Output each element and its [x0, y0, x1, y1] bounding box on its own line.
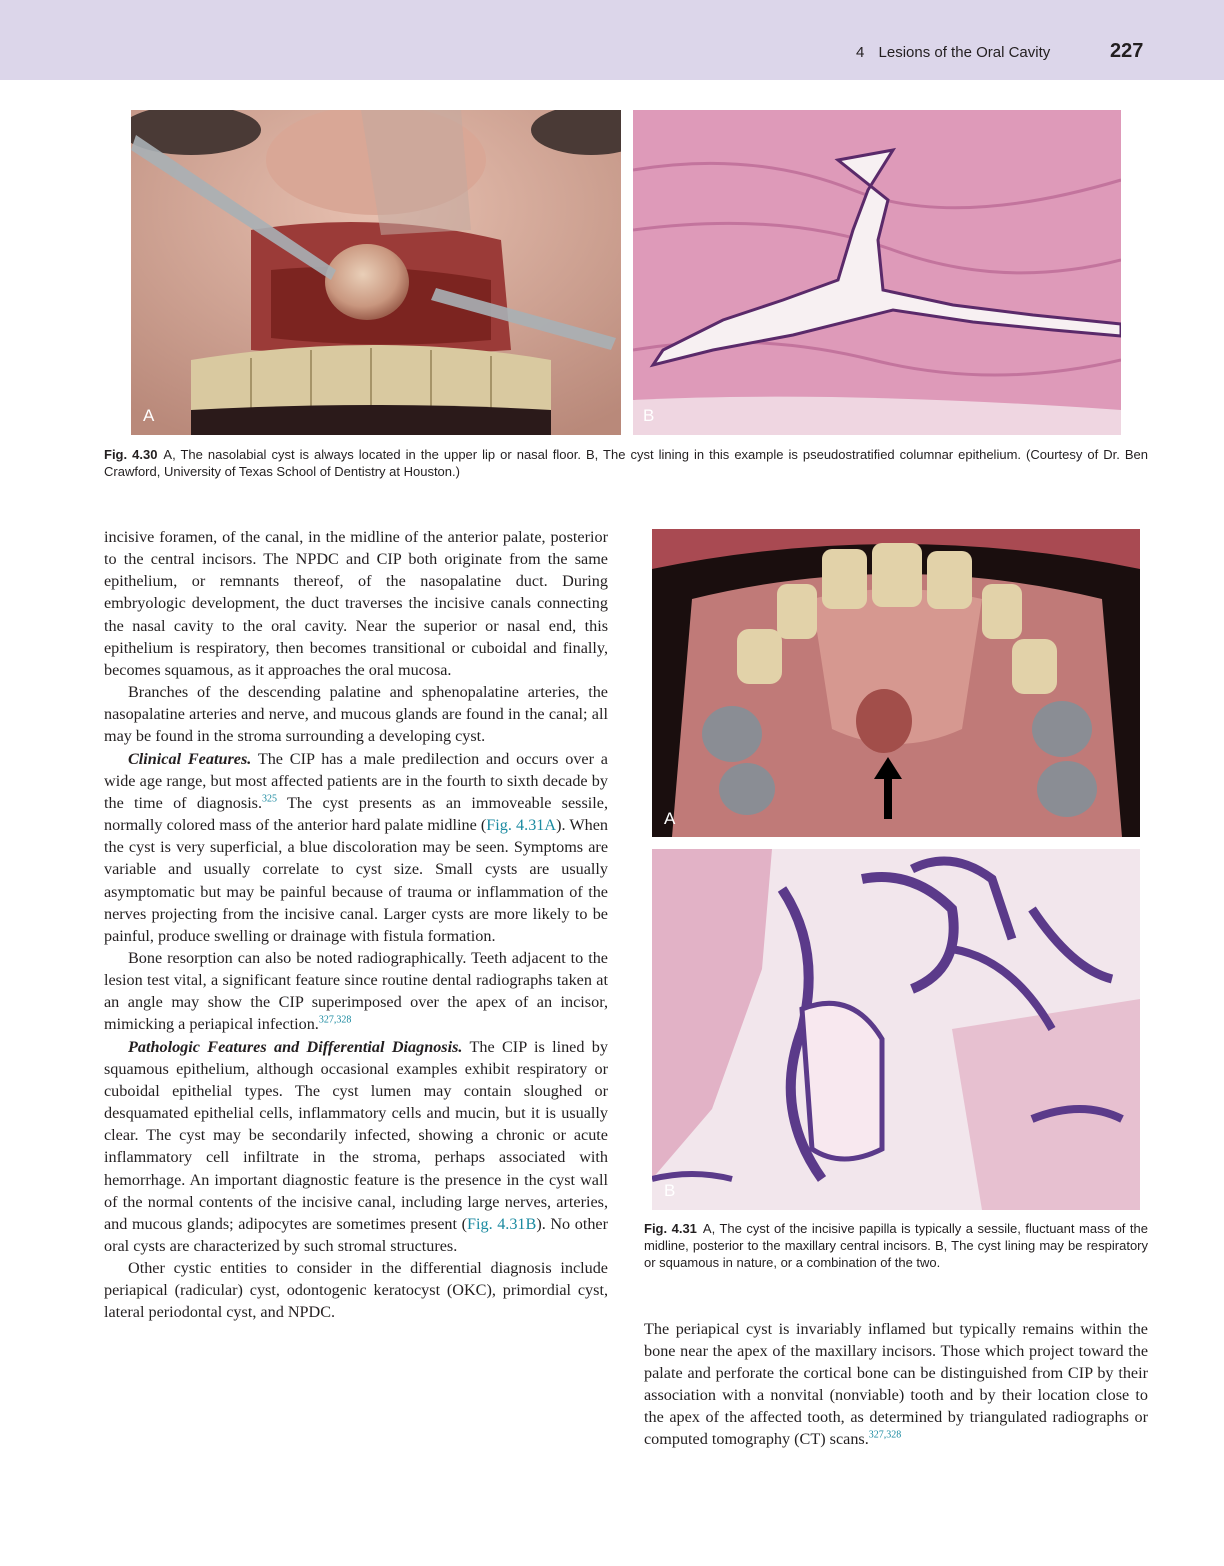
reference-325[interactable]: 325	[262, 793, 278, 805]
pathologic-features-text-b: ). No other oral cysts are characterized by such stromal structures.	[104, 1214, 608, 1255]
paragraph-canal-contents: Branches of the descending palatine and sphenopalatine arteries, the nasopalatine arteries and nerve, and mucous glands are found in the canal; all may be found in the stroma surrounding a developing cyst.	[104, 683, 608, 746]
clinical-features-text-c: ). When the cyst is very superficial, a blue discoloration may be seen. Symptoms are variable and usually correlate to cyst size. Small cysts are usually asymptomatic but may be painful because of trauma or inflammation of the nerves projecting from the incisive canal. Larger cysts are more likely to be painful, produce swelling or drainage with fistula formation.	[104, 816, 608, 945]
figure-4-30-caption	[104, 446, 1148, 480]
figure-4-31-caption-text: A, The cyst of the incisive papilla is typically a sessile, fluctuant mass of the midline, posterior to the maxillary central incisors. B, The cyst lining may be respiratory or squamous in nature, or a combination of the two.	[644, 1221, 1148, 1270]
reference-327-328-b[interactable]: 327,328	[868, 1429, 902, 1441]
paragraph-periapical-cyst	[644, 1318, 1148, 1450]
bone-resorption-text: Bone resorption can also be noted radiographically. Teeth adjacent to the lesion test vital, a significant feature since routine dental radiographs taken at an angle may show the CIP superimposed over the apex of an incisor, mimicking a periapical infection.	[104, 948, 608, 1034]
figure-4-30a-clinical-photo	[131, 110, 621, 435]
figure-4-31-panel-a-label: A	[664, 809, 676, 828]
running-header-band	[0, 0, 1224, 80]
figure-4-31b-histology	[652, 849, 1140, 1210]
figure-4-31-number: Fig. 4.31	[644, 1221, 697, 1236]
paragraph-clinical-features	[104, 748, 608, 947]
heading-clinical-features: Clinical Features.	[128, 749, 252, 768]
running-head	[856, 44, 1050, 61]
paragraph-differential-entities: Other cystic entities to consider in the differential diagnosis include periapical (radicular) cyst, odontogenic keratocyst (OKC), primordial cyst, lateral periodontal cyst, and NPDC.	[104, 1259, 608, 1322]
page-number: 227	[1110, 40, 1144, 62]
figure-4-31a-clinical-photo	[652, 529, 1140, 837]
xref-fig-4-31b[interactable]: Fig. 4.31B	[466, 1214, 537, 1233]
heading-pathologic-features: Pathologic Features and Differential Diagnosis.	[128, 1037, 463, 1056]
periapical-cyst-text: The periapical cyst is invariably inflamed but typically remains within the bone near the apex of the maxillary incisors. Those which project toward the palate and perforate the cortical bone can be distinguished from CIP by their association with a nonvital (nonviable) tooth and by their location close to the apex of the affected tooth, as determined by triangulated radiographs or computed tomography (CT) scans.	[644, 1320, 1148, 1448]
paragraph-bone-resorption	[104, 947, 608, 1036]
paragraph-incisive-canal: incisive foramen, of the canal, in the midline of the anterior palate, posterior to the central incisors. The NPDC and CIP both originate from the same epithelium, or remnants thereof, of the nasopalatine duct. During embryologic development, the duct traverses the incisive canals connecting the nasal cavity to the oral cavity. Near the superior or nasal end, this epithelium is respiratory, then becomes transitional or cuboidal and finally, becomes squamous, as it approaches the oral mucosa.	[104, 528, 608, 679]
figure-4-30-panel-a-label: A	[143, 406, 155, 425]
pathologic-features-text-a: The CIP is lined by squamous epithelium, although occasional examples exhibit respiratory or cuboidal epithelial types. The cyst lumen may contain sloughed or desquamated epithelial cells, inflammatory cells and mucin, but it is usually clear. The cyst may be secondarily infected, showing a chronic or acute inflammatory cell infiltrate in the stroma, perhaps associated with hemorrhage. An important diagnostic feature is the presence in the cyst wall of the normal contents of the incisive canal, including large nerves, arteries, and mucous glands; adipocytes are sometimes present (	[104, 1037, 608, 1233]
xref-fig-4-31a[interactable]: Fig. 4.31A	[486, 816, 557, 835]
figure-4-30b-histology	[633, 110, 1121, 435]
figure-4-30-number: Fig. 4.30	[104, 447, 158, 462]
figure-4-31-caption	[644, 1220, 1148, 1271]
body-text-left-column	[104, 526, 608, 1324]
clinical-features-text-b: The cyst presents as an immoveable sessile, normally colored mass of the anterior hard palate midline (	[104, 793, 608, 835]
clinical-features-text-a: The CIP has a male predilection and occurs over a wide age range, but most affected patients are in the fourth to sixth decade by the time of diagnosis.	[104, 749, 608, 812]
figure-4-30-panel-b-label: B	[643, 406, 655, 425]
reference-327-328[interactable]: 327,328	[318, 1015, 352, 1027]
chapter-title: Lesions of the Oral Cavity	[878, 44, 1051, 61]
paragraph-pathologic-features	[104, 1036, 608, 1258]
body-text-right-column	[644, 1318, 1148, 1450]
figure-4-30-caption-text: A, The nasolabial cyst is always located in the upper lip or nasal floor. B, The cyst lining in this example is pseudostratified columnar epithelium. (Courtesy of Dr. Ben Crawford, University of Texas School of Dentistry at Houston.)	[104, 447, 1148, 479]
chapter-number: 4	[856, 44, 865, 61]
figure-4-31-panel-b-label: B	[664, 1181, 676, 1200]
